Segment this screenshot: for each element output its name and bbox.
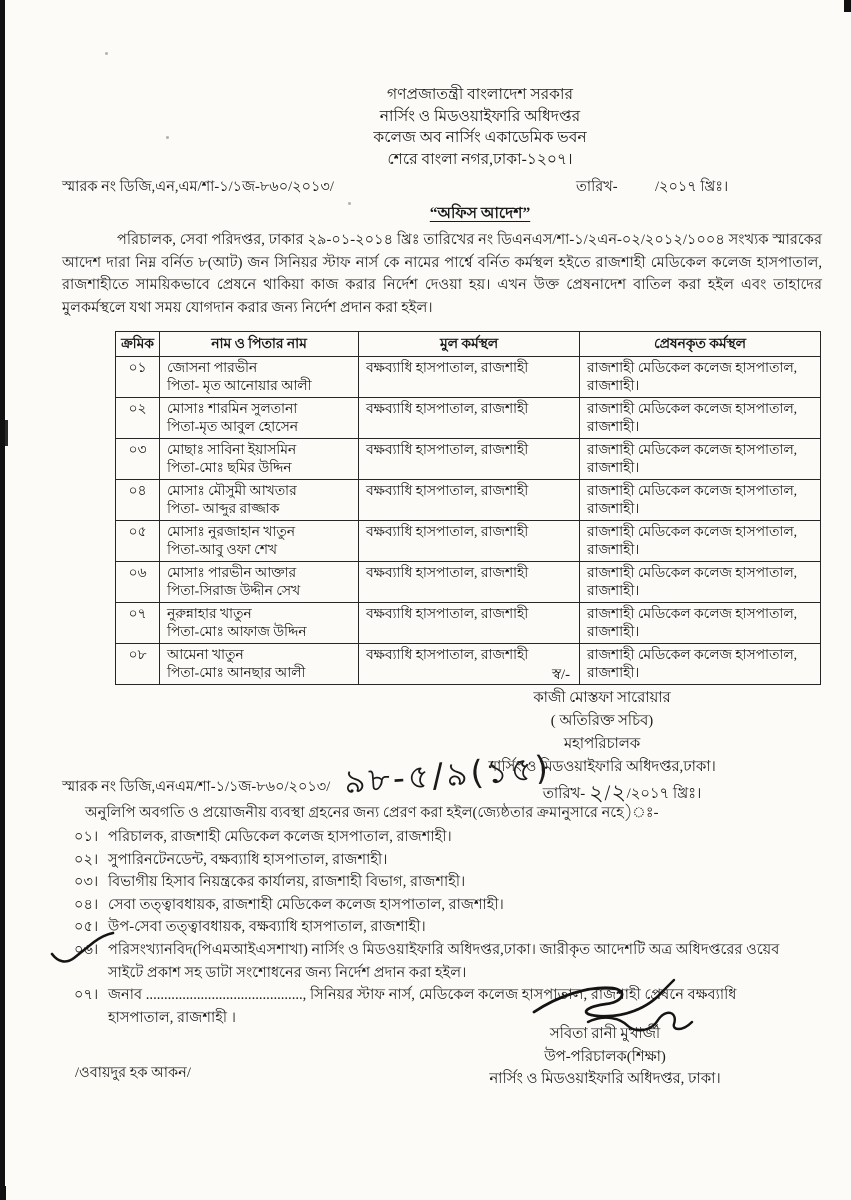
copy-item-text: পরিচালক, রাজশাহী মেডিকেল কলেজ হাসপাতাল, রাজশাহী। — [108, 829, 452, 845]
copy-item-text: সেবা তত্ত্বাবধায়ক, রাজশাহী মেডিকেল কলেজ হাসপাতাল, রাজশাহী। — [108, 896, 504, 913]
copy-item-text: সুপারিনটেনডেন্ট, বক্ষব্যাধি হাসপাতাল, রাজশাহী। — [108, 851, 388, 868]
nurse-name: জোসনা পারভীন — [167, 360, 258, 375]
table-row — [116, 398, 821, 439]
order-body-paragraph: পরিচালক, সেবা পরিদপ্তর, ঢাকার ২৯-০১-২০১৪ খ্রিঃ তারিখের নং ডিএনএস/শা-১/২এন-০২/২০১২/১০০৪ সংখ্যক স্মারকের আদেশ দারা নিম্ন বর্নিত ৮(আট) জন সিনিয়র স্টাফ নার্স কে নামের পার্শ্বে বর্নিত কর্মস্থল হইতে রাজশাহী মেডিকেল কলেজ হাসপাতাল, রাজশাহীতে সাময়িকভাবে প্রেষনে থাকিয়া কাজ করার নির্দেশ দেওয়া হয়। এখন উক্ত প্রেষনাদেশ বাতিল করা হইল এবং তাহাদের মুলকর্মস্থলে যথা সময় যোগদান করার জন্য নির্দেশ প্রদান করা হইল। — [62, 232, 822, 316]
cell-serial: ০২ — [116, 398, 160, 439]
memo-line-1 — [0, 176, 851, 198]
letterhead-government: গণপ্রজাতন্ত্রী বাংলাদেশ সরকার — [386, 86, 574, 103]
cell-deputed: রাজশাহী মেডিকেল কলেজ হাসপাতাল, রাজশাহী। — [580, 439, 821, 480]
cell-deputed: রাজশাহী মেডিকেল কলেজ হাসপাতাল, রাজশাহী। — [580, 603, 821, 644]
cell-workplace: বক্ষব্যাধি হাসপাতাল, রাজশাহী — [359, 398, 580, 439]
cell-workplace: বক্ষব্যাধি হাসপাতাল, রাজশাহী — [359, 480, 580, 521]
copy-item-text: উপ-সেবা তত্ত্বাবধায়ক, বক্ষব্যাধি হাসপাতাল, রাজশাহী। — [108, 919, 426, 936]
letterhead-address: শেরে বাংলা নগর,ঢাকা-১২০৭। — [387, 150, 573, 168]
nurse-transfer-table — [115, 331, 821, 685]
copy-item-number: ০১। — [74, 829, 99, 845]
table-body — [116, 357, 821, 685]
handwritten-date: ২/২ — [588, 779, 628, 806]
cell-serial: ০১ — [116, 357, 160, 398]
dg-office: নার্সিং ও মিডওয়াইফারি অধিদপ্তর,ঢাকা। — [488, 759, 716, 775]
signature-block-deputy-director — [462, 1023, 748, 1091]
father-name: পিতা- আব্দুর রাজ্জাক — [167, 501, 280, 516]
nurse-name: মোছাঃ সাবিনা ইয়াসমিন — [167, 442, 297, 457]
cell-name-father — [160, 562, 359, 603]
cell-deputed: রাজশাহী মেডিকেল কলেজ হাসপাতাল, রাজশাহী। — [580, 398, 821, 439]
copy-list-item — [74, 849, 794, 872]
cell-workplace: বক্ষব্যাধি হাসপাতাল, রাজশাহী — [359, 521, 580, 562]
cell-name-father — [160, 439, 359, 480]
cell-serial: ০৫ — [116, 521, 160, 562]
cell-serial: ০৪ — [116, 480, 160, 521]
cell-serial: ০৬ — [116, 562, 160, 603]
table-row — [116, 603, 821, 644]
cell-serial: ০৮ — [116, 644, 160, 685]
checkmark-scrawl-icon — [50, 930, 116, 966]
nurse-name: মোসাঃ শারমিন সুলতানা — [167, 401, 298, 416]
table-row — [116, 480, 821, 521]
dg-name: কাজী মোস্তফা সারোয়ার — [533, 690, 671, 706]
cell-deputed: রাজশাহী মেডিকেল কলেজ হাসপাতাল, রাজশাহী। — [580, 644, 821, 685]
copy-item-number: ০৭। — [74, 987, 99, 1004]
copy-item-number: ০৬। — [74, 941, 99, 958]
sd-mark: স্ব/- — [551, 667, 571, 683]
scan-corner-bottom-left — [0, 1186, 6, 1200]
father-name: পিতা-মোঃ আনছার আলী — [167, 665, 306, 680]
scan-speck — [166, 136, 169, 139]
copy-item-text: জনাব ..........................................., সিনিয়র স্টাফ নার্স, মেডিকেল কলেজ হাসপাতাল, রাজশাহী প্রেষনে বক্ষব্যাধি হাসপাতাল, রাজশাহী । — [108, 987, 737, 1026]
cell-deputed: রাজশাহী মেডিকেল কলেজ হাসপাতাল, রাজশাহী। — [580, 521, 821, 562]
col-header-name: নাম ও পিতার নাম — [160, 332, 359, 357]
cell-deputed: রাজশাহী মেডিকেল কলেজ হাসপাতাল, রাজশাহী। — [580, 562, 821, 603]
copy-list-item — [74, 826, 794, 849]
letterhead-directorate: নার্সিং ও মিডওয়াইফারি অধিদপ্তর — [379, 107, 581, 125]
copy-list-item — [74, 916, 794, 939]
dg-designation-2: মহাপরিচালক — [563, 736, 641, 752]
letterhead — [180, 84, 780, 170]
copy-item-text: পরিসংখ্যানবিদ(পিএমআইএসশাখা) নার্সিং ও মিডওয়াইফারি অধিদপ্তর,ঢাকা। জারীকৃত আদেশটি অত্র অধিদপ্তরের ওয়েব সাইটে প্রকাশ সহ ডাটা সংশোধনের জন্য নির্দেশ প্রদান করা হইল। — [108, 941, 780, 981]
col-header-workplace: মুল কর্মস্থল — [359, 332, 580, 357]
cell-serial: ০৭ — [116, 603, 160, 644]
dd-office: নার্সিং ও মিডওয়াইফারি অধিদপ্তর, ঢাকা। — [489, 1071, 721, 1087]
copy-item-number: ০৩। — [74, 874, 99, 891]
copy-item-number: ০২। — [74, 851, 99, 868]
memo-date-label-1: তারিখ- — [576, 179, 618, 195]
dd-name: সবিতা রানী মুখার্জী — [549, 1026, 661, 1042]
typist-initials: /ওবায়দুর হক আকন/ — [75, 1065, 191, 1081]
memo-line-2: স্মারক নং ডিজি,এনএম/শা-১/১জ-৮৬০/২০১৩/ — [62, 779, 331, 795]
cell-name-father — [160, 603, 359, 644]
memo-number-1: স্মারক নং ডিজি,এন,এম/শা-১/১জ-৮৬০/২০১৩/ — [62, 179, 334, 195]
letterhead-building: কলেজ অব নার্সিং একাডেমিক ভবন — [373, 129, 587, 146]
office-order-title: “অফিস আদেশ” — [429, 205, 531, 222]
scan-speck — [105, 52, 108, 55]
scan-corner-top-right — [844, 0, 851, 12]
father-name: পিতা-মোঃ আফাজ উদ্দিন — [167, 624, 307, 639]
cell-workplace: বক্ষব্যাধি হাসপাতাল, রাজশাহী — [359, 603, 580, 644]
table-row — [116, 439, 821, 480]
cell-deputed: রাজশাহী মেডিকেল কলেজ হাসপাতাল, রাজশাহী। — [580, 357, 821, 398]
dg-date-line: তারিখ- ২/২/২০১৭ খ্রিঃ। — [542, 779, 702, 806]
nurse-name: নুরুন্নাহার খাতুন — [167, 606, 252, 621]
copy-distribution-intro: অনুলিপি অবগতি ও প্রয়োজনীয় ব্যবস্থা গ্রহনের জন্য প্রেরণ করা হইল(জ্যেষ্ঠতার ক্রমানুসারে নহে)ঃ- — [85, 805, 659, 821]
father-name: পিতা-সিরাজ উদ্দীন সেখ — [167, 583, 301, 598]
cell-name-father — [160, 480, 359, 521]
dd-designation: উপ-পরিচালক(শিক্ষা) — [544, 1048, 666, 1065]
table-row — [116, 357, 821, 398]
father-name: পিতা-মৃত আবুল হোসেন — [167, 419, 298, 434]
nurse-name: মোসাঃ পারভীন আক্তার — [167, 565, 297, 580]
cell-workplace: বক্ষব্যাধি হাসপাতাল, রাজশাহী — [359, 644, 580, 685]
copy-list-item — [74, 894, 794, 917]
cell-workplace: বক্ষব্যাধি হাসপাতাল, রাজশাহী — [359, 562, 580, 603]
father-name: পিতা- মৃত আনোয়ার আলী — [167, 378, 312, 393]
father-name: পিতা-মোঃ ছমির উদ্দিন — [167, 460, 292, 475]
cell-workplace: বক্ষব্যাধি হাসপাতাল, রাজশাহী — [359, 357, 580, 398]
cell-workplace: বক্ষব্যাধি হাসপাতাল, রাজশাহী — [359, 439, 580, 480]
father-name: পিতা-আবু ওফা শেখ — [167, 542, 277, 557]
copy-item-number: ০৫। — [74, 919, 99, 936]
col-header-serial: ক্রমিক — [116, 332, 160, 357]
table-header-row — [116, 332, 821, 357]
nurse-name: মোসাঃ নুরজাহান খাতুন — [167, 524, 295, 539]
table-row — [116, 521, 821, 562]
cell-name-father — [160, 521, 359, 562]
cell-name-father — [160, 357, 359, 398]
copy-item-text: বিভাগীয় হিসাব নিয়ন্ত্রকের কার্যালয়, রাজশাহী বিভাগ, রাজশাহী। — [108, 874, 466, 891]
cell-name-father — [160, 644, 359, 685]
col-header-deputed: প্রেষনকৃত কর্মস্থল — [580, 332, 821, 357]
nurse-name: আমেনা খাতুন — [167, 647, 244, 662]
handwritten-dispatch-number: ৯৮-৫/৯(১৫) — [342, 747, 553, 802]
cell-name-father — [160, 398, 359, 439]
dg-designation-1: ( অতিরিক্ত সচিব) — [550, 713, 654, 729]
cell-deputed: রাজশাহী মেডিকেল কলেজ হাসপাতাল, রাজশাহী। — [580, 480, 821, 521]
copy-item-number: ০৪। — [74, 896, 99, 913]
memo-date-value-1: /২০১৭ খ্রিঃ। — [655, 179, 729, 195]
nurse-name: মোসাঃ মৌসুমী আখতার — [167, 483, 297, 498]
table-row — [116, 562, 821, 603]
copy-list-item — [74, 871, 794, 894]
cell-serial: ০৩ — [116, 439, 160, 480]
